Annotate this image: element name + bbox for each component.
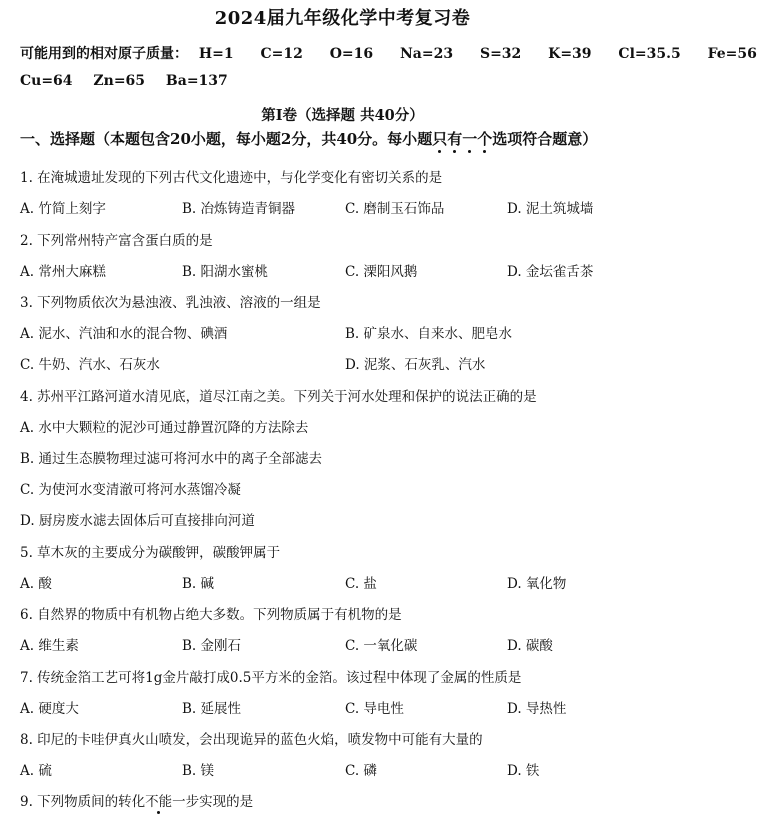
atomic-mass-o: O=16 <box>329 46 374 62</box>
part-heading-prefix: 一、选择题（本题包含20小题，每小题2分，共40分。每小题 <box>20 130 433 148</box>
question-6-option-a: A. 维生素 <box>20 638 79 654</box>
question-3-option-c: C. 牛奶、汽水、石灰水 <box>20 357 160 373</box>
atomic-mass-cu: Cu=64 <box>20 73 73 89</box>
question-8-option-c: C. 磷 <box>345 763 377 779</box>
question-2-stem: 2. 下列常州特产富含蛋白质的是 <box>20 233 213 249</box>
question-4-option-a: A. 水中大颗粒的泥沙可通过静置沉降的方法除去 <box>20 420 309 436</box>
question-7-option-d: D. 导热性 <box>507 701 567 717</box>
emphasis-char: 个 <box>477 130 493 148</box>
question-3-option-b: B. 矿泉水、自来水、肥皂水 <box>345 326 513 342</box>
section-title: 第Ⅰ卷（选择题 共40分） <box>261 107 424 124</box>
question-4-stem: 4. 苏州平江路河道水清见底，道尽江南之美。下列关于河水处理和保护的说法正确的是 <box>20 389 537 405</box>
question-7-stem: 7. 传统金箔工艺可将1g金片敲打成0.5平方米的金箔。该过程中体现了金属的性质是 <box>20 670 522 686</box>
question-5-option-d: D. 氧化物 <box>507 576 567 592</box>
question-3-option-a: A. 泥水、汽油和水的混合物、碘酒 <box>20 326 228 342</box>
exam-title: 2024届九年级化学中考复习卷 <box>214 8 471 29</box>
emphasis-char: 一 <box>462 130 478 148</box>
atomic-mass-s: S=32 <box>479 46 522 62</box>
question-5-stem: 5. 草木灰的主要成分为碳酸钾，碳酸钾属于 <box>20 545 281 561</box>
atomic-masses-label: 可能用到的相对原子质量： <box>20 46 188 62</box>
question-3-stem: 3. 下列物质依次为悬浊液、乳浊液、溶液的一组是 <box>20 295 321 311</box>
question-1-option-a: A. 竹简上刻字 <box>20 201 106 217</box>
question-2-option-b: B. 阳湖水蜜桃 <box>182 264 269 280</box>
question-8-option-b: B. 镁 <box>182 763 215 779</box>
question-1-stem: 1. 在淹城遗址发现的下列古代文化遗迹中，与化学变化有密切关系的是 <box>20 170 443 186</box>
atomic-mass-k: K=39 <box>548 46 592 62</box>
question-5-option-a: A. 酸 <box>20 576 52 592</box>
question-2-option-a: A. 常州大麻糕 <box>20 264 106 280</box>
question-9-stem-before: 9. 下列物质间的转化 <box>20 794 146 810</box>
question-5-option-c: C. 盐 <box>345 576 377 592</box>
question-6-option-c: C. 一氧化碳 <box>345 638 418 654</box>
part-heading <box>20 128 597 149</box>
question-9-stem-after: 一步实现的是 <box>172 794 254 810</box>
question-6-stem: 6. 自然界的物质中有机物占绝大多数。下列物质属于有机物的是 <box>20 607 402 623</box>
atomic-masses-line-2 <box>20 73 677 89</box>
atomic-mass-zn: Zn=65 <box>93 73 146 89</box>
question-1-option-c: C. 磨制玉石饰品 <box>345 201 445 217</box>
atomic-mass-fe: Fe=56 <box>707 46 757 62</box>
question-4-option-c: C. 为使河水变清澈可将河水蒸馏冷凝 <box>20 482 241 498</box>
question-3-option-d: D. 泥浆、石灰乳、汽水 <box>345 357 486 373</box>
atomic-mass-h: H=1 <box>198 46 234 62</box>
question-1-option-d: D. 泥土筑城墙 <box>507 201 594 217</box>
question-7-option-a: A. 硬度大 <box>20 701 79 717</box>
question-7-option-c: C. 导电性 <box>345 701 404 717</box>
question-7-option-b: B. 延展性 <box>182 701 242 717</box>
part-heading-suffix: 选项符合题意） <box>492 130 598 148</box>
question-8-option-d: D. 铁 <box>507 763 540 779</box>
atomic-mass-na: Na=23 <box>399 46 454 62</box>
question-4-option-b: B. 通过生态膜物理过滤可将河水中的离子全部滤去 <box>20 451 323 467</box>
emphasis-char: 有 <box>447 130 463 148</box>
atomic-mass-c: C=12 <box>260 46 303 62</box>
question-8-option-a: A. 硫 <box>20 763 52 779</box>
question-1-option-b: B. 冶炼铸造青铜器 <box>182 201 296 217</box>
question-4-option-d: D. 厨房废水滤去固体后可直接排向河道 <box>20 513 255 529</box>
question-8-stem: 8. 印尼的卡哇伊真火山喷发，会出现诡异的蓝色火焰，喷发物中可能有大量的 <box>20 732 483 748</box>
question-9-emphasis: 不能 <box>145 794 173 810</box>
atomic-mass-cl: Cl=35.5 <box>618 46 681 62</box>
question-6-option-d: D. 碳酸 <box>507 638 553 654</box>
question-2-option-d: D. 金坛雀舌茶 <box>507 264 594 280</box>
atomic-masses-line-1 <box>20 43 757 63</box>
question-5-option-b: B. 碱 <box>182 576 215 592</box>
emphasis-char: 只 <box>432 130 448 148</box>
question-2-option-c: C. 溧阳风鹅 <box>345 264 418 280</box>
question-6-option-b: B. 金刚石 <box>182 638 242 654</box>
question-9-stem <box>20 790 253 810</box>
atomic-mass-ba: Ba=137 <box>165 73 228 89</box>
